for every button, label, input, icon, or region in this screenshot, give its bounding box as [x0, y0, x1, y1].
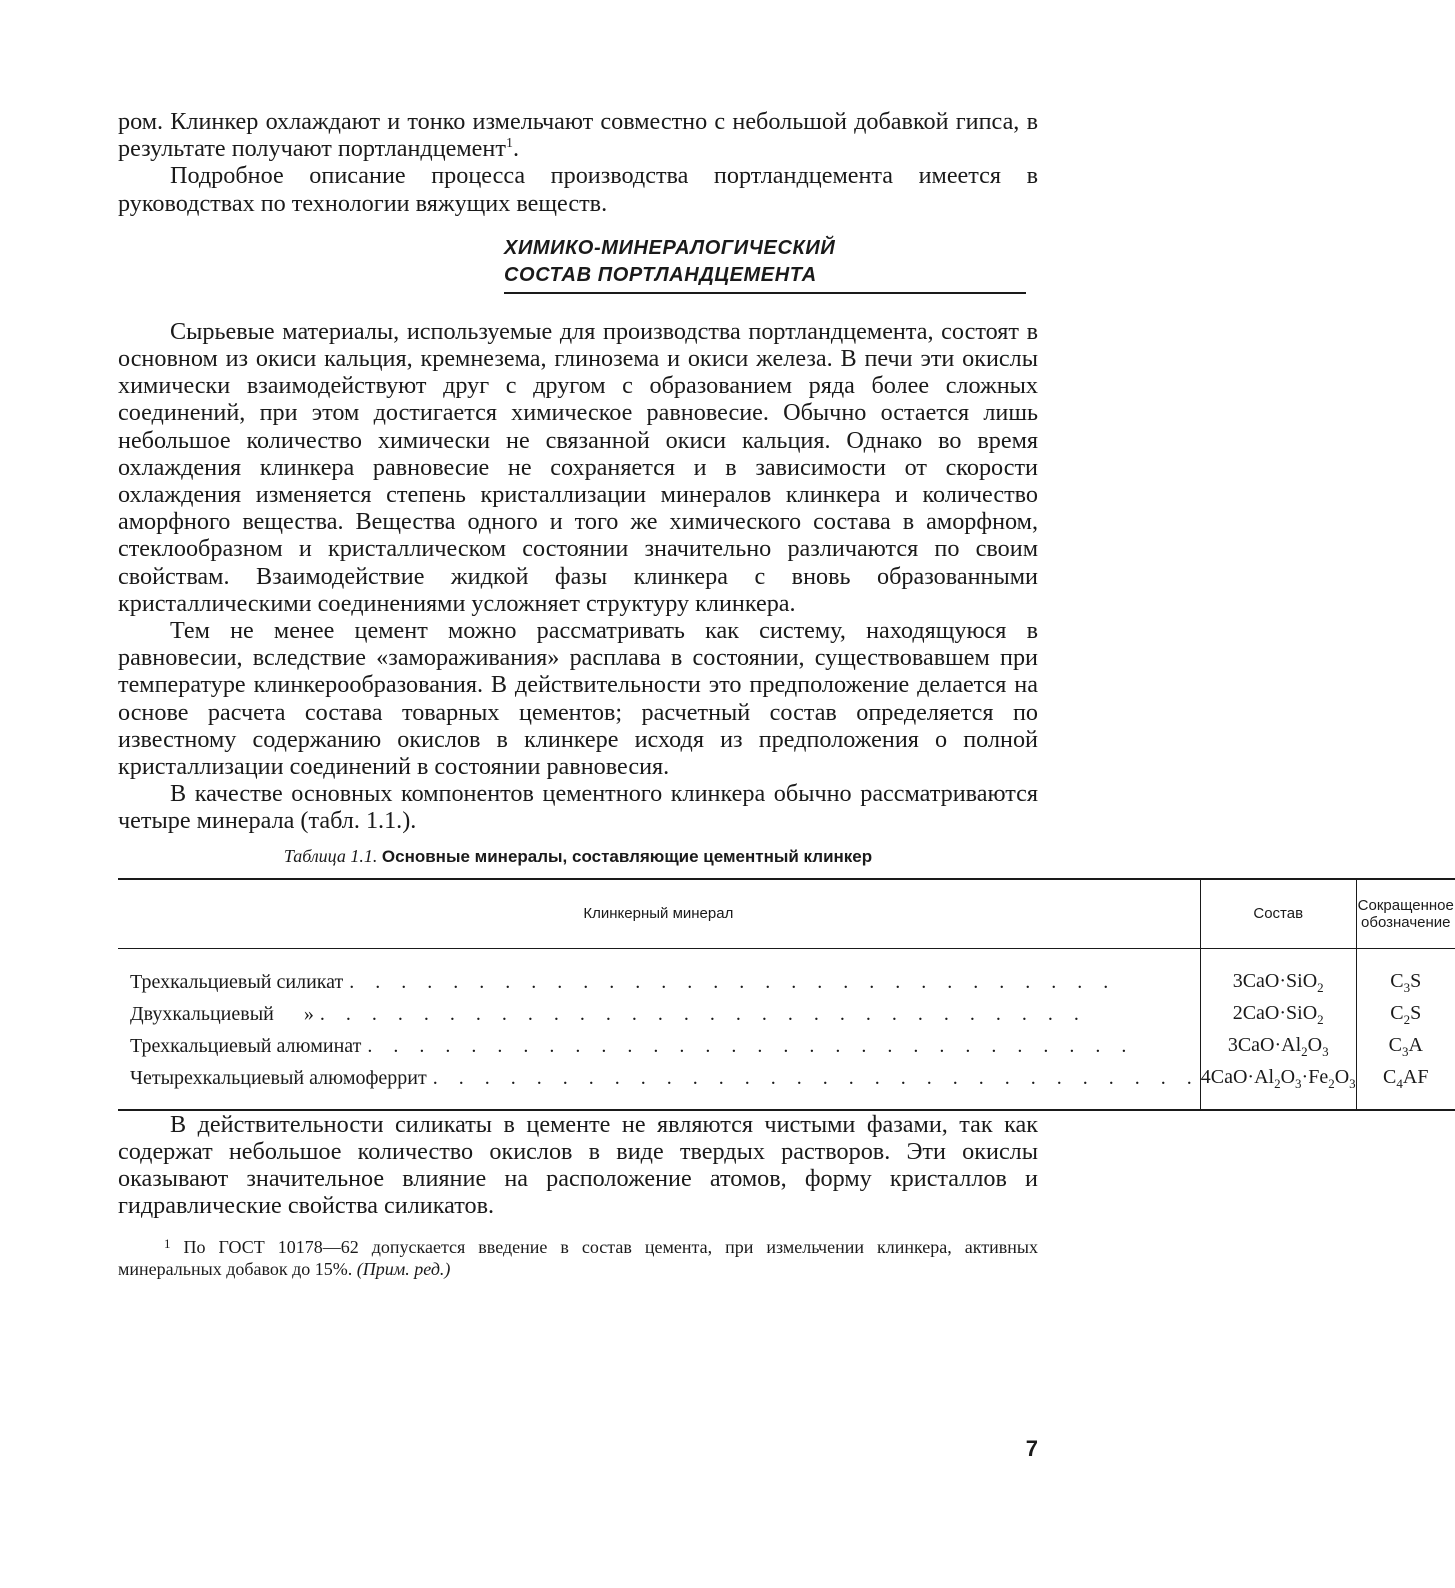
- formula-part: C: [1390, 1001, 1404, 1024]
- table-header-row: [118, 879, 1455, 949]
- formula-part: A: [1408, 1033, 1423, 1056]
- header-abbreviation-line: Сокращенное: [1357, 896, 1454, 914]
- body-paragraph: Тем не менее цемент можно рассматривать как систему, находящуюся в равновесии, вследствие «замораживания» расплава в состоянии, существовавшем при температуре клинкерообразования. В действительности это предположение делается на основе расчета состава товарных цементов; расчетный состав определяется по известному содержанию окислов в клинкере исходя из предположения о полной кристаллизации соединений в состоянии равновесия.: [118, 617, 1038, 781]
- subscript: 3: [1349, 1075, 1356, 1091]
- formula-part: 2CaO·SiO: [1232, 1001, 1318, 1024]
- body-paragraph: [118, 108, 1038, 162]
- cell-composition: [1200, 1063, 1356, 1110]
- header-composition: Состав: [1200, 879, 1356, 949]
- table-row: [118, 1031, 1455, 1063]
- mineral-name: Трехкальциевый алюминат: [130, 1035, 362, 1058]
- cell-mineral: [118, 999, 1200, 1031]
- subscript: 2: [1317, 1011, 1324, 1027]
- formula-part: 3CaO·SiO: [1232, 969, 1318, 992]
- footnote: [118, 1233, 1038, 1280]
- minerals-table: [118, 878, 1455, 1111]
- body-paragraph: Подробное описание процесса производства портландцемента имеется в руководствах по технологии вяжущих веществ.: [118, 162, 1038, 217]
- table-row: [118, 1063, 1455, 1110]
- formula-part: S: [1410, 1001, 1422, 1024]
- section-body: [118, 318, 1038, 835]
- cell-mineral: [118, 948, 1200, 999]
- formula-part: O: [1334, 1065, 1350, 1088]
- formula-part: C: [1383, 1065, 1397, 1088]
- header-abbreviation: [1356, 879, 1455, 949]
- formula-part: O: [1280, 1065, 1296, 1088]
- table-caption-title: Основные минералы, составляющие цементный клинкер: [381, 846, 873, 866]
- subscript: 3: [1322, 1043, 1329, 1059]
- subscript: 4: [1396, 1075, 1403, 1091]
- table-row: [118, 999, 1455, 1031]
- cell-abbreviation: [1356, 948, 1455, 999]
- formula-part: C: [1388, 1033, 1402, 1056]
- subscript: 3: [1403, 979, 1411, 995]
- cell-mineral: [118, 1063, 1200, 1110]
- section-heading-line: ХИМИКО-МИНЕРАЛОГИЧЕСКИЙ: [504, 236, 836, 259]
- formula-part: S: [1410, 969, 1422, 992]
- footnote-note: (Прим. ред.): [356, 1259, 451, 1280]
- subscript: 3: [1295, 1075, 1302, 1091]
- subscript: 2: [1403, 1011, 1411, 1027]
- mineral-name: Двухкальциевый »: [130, 1003, 314, 1026]
- formula-part: C: [1390, 969, 1404, 992]
- section-heading: [504, 235, 1026, 294]
- footnote-text: По ГОСТ 10178—62 допускается введение в состав цемента, при измельчении клинкера, активных минеральных добавок до 15%.: [118, 1237, 1039, 1280]
- table-caption-label: Таблица 1.1.: [283, 845, 378, 866]
- leader-dots: [361, 1035, 1199, 1058]
- mineral-name-wrap: [130, 1035, 1200, 1058]
- mineral-name-wrap: [130, 971, 1200, 994]
- cell-mineral: [118, 1031, 1200, 1063]
- table-caption: [118, 845, 1038, 868]
- body-paragraph: В качестве основных компонентов цементного клинкера обычно рассматриваются четыре минерала (табл. 1.1.).: [118, 780, 1038, 835]
- table-body: [118, 948, 1455, 1110]
- paragraph-end: .: [512, 135, 519, 163]
- page-number: 7: [1025, 1436, 1038, 1461]
- header-abbreviation-line: обозначение: [1361, 913, 1451, 931]
- subscript: 2: [1317, 979, 1324, 995]
- section-heading-line: СОСТАВ ПОРТЛАНДЦЕМЕНТА: [504, 263, 817, 286]
- formula-part: ·Fe: [1301, 1065, 1329, 1088]
- table-row: [118, 948, 1455, 999]
- formula-part: 3CaO·Al: [1227, 1033, 1302, 1056]
- footnote-reference: 1: [505, 136, 513, 152]
- header-mineral: Клинкерный минерал: [118, 879, 1200, 949]
- formula-part: 4CaO·Al: [1200, 1065, 1275, 1088]
- footnote-mark: 1: [164, 1236, 171, 1252]
- body-paragraph: В действительности силикаты в цементе не являются чистыми фазами, так как содержат небольшое количество окислов в виде твердых растворов. Эти окислы оказывают значительное влияние на расположение атомов, форму кристаллов и гидравлические свойства силикатов.: [118, 1110, 1038, 1220]
- formula-part: AF: [1402, 1065, 1429, 1088]
- leader-dots: [314, 1003, 1200, 1026]
- cell-composition: [1200, 999, 1356, 1031]
- cell-abbreviation: [1356, 1031, 1455, 1063]
- body-paragraph: Сырьевые материалы, используемые для производства портландцемента, состоят в основном из окиси кальция, кремнезема, глинозема и окиси железа. В печи эти окислы химически взаимодействуют друг с другом с образованием ряда более сложных соединений, при этом достигается химическое равновесие. Обычно остается лишь небольшое количество химически не связанной окиси кальция. Однако во время охлаждения клинкера равновесие не сохраняется и в зависимости от скорости охлаждения изменяется степень кристаллизации минералов клинкера и количество аморфного вещества. Вещества одного и того же химического состава в аморфном, стеклообразном и кристаллическом состоянии значительно различаются по своим свойствам. Взаимодействие жидкой фазы клинкера с вновь образованными кристаллическими соединениями усложняет структуру клинкера.: [118, 317, 1038, 617]
- subscript: 3: [1401, 1043, 1409, 1059]
- mineral-name: Трехкальциевый силикат: [130, 971, 344, 994]
- mineral-name: Четырехкальциевый алюмоферрит: [130, 1067, 427, 1090]
- mineral-name-wrap: [130, 1003, 1200, 1026]
- leader-dots: [343, 971, 1199, 994]
- leader-dots: [427, 1067, 1200, 1090]
- subscript: 2: [1328, 1075, 1335, 1091]
- cell-composition: [1200, 1031, 1356, 1063]
- formula-part: O: [1307, 1033, 1323, 1056]
- cell-abbreviation: [1356, 999, 1455, 1031]
- subscript: 2: [1301, 1043, 1308, 1059]
- mineral-name-wrap: [130, 1067, 1200, 1090]
- cell-composition: [1200, 948, 1356, 999]
- paragraph-text: ром. Клинкер охлаждают и тонко измельчают совместно с небольшой добавкой гипса, в результате получают портландцемент: [118, 108, 1038, 163]
- subscript: 2: [1274, 1075, 1281, 1091]
- cell-abbreviation: [1356, 1063, 1455, 1110]
